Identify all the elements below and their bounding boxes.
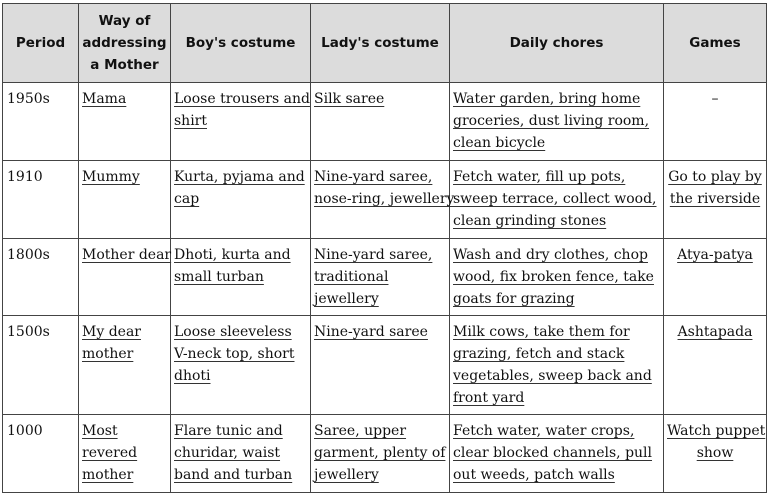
period-text: 1950s bbox=[7, 91, 50, 107]
cell-games-content bbox=[664, 239, 766, 266]
cell-line: groceries, dust living room, bbox=[453, 113, 650, 129]
table-row bbox=[3, 83, 767, 161]
cell-daily-chores bbox=[450, 316, 664, 415]
cell-addressing-content bbox=[79, 161, 170, 188]
period-text: 1500s bbox=[7, 324, 50, 340]
cell-line: Saree, upper bbox=[314, 423, 407, 439]
cell-line: grazing, fetch and stack bbox=[453, 346, 625, 362]
cell-line: Fetch water, fill up pots, bbox=[453, 169, 626, 185]
period-text: 1800s bbox=[7, 247, 50, 263]
cell-boy-costume bbox=[171, 316, 311, 415]
header-games: Games bbox=[664, 4, 767, 83]
cell-line: Most bbox=[82, 423, 118, 439]
cell-lady-costume bbox=[311, 161, 455, 239]
cell-line: Loose trousers and bbox=[174, 91, 310, 107]
cell-lady-costume bbox=[311, 83, 450, 161]
cell-line: Fetch water, water crops, bbox=[453, 423, 635, 439]
cell-addressing bbox=[79, 239, 171, 316]
table-row bbox=[3, 239, 767, 316]
cell-lady-costume-content bbox=[311, 83, 449, 110]
cell-line: My dear bbox=[82, 324, 141, 340]
header-addressing-line: Way of bbox=[98, 13, 151, 29]
cell-games bbox=[664, 83, 767, 161]
cell-addressing-content bbox=[79, 316, 170, 365]
cell-line: Nine-yard saree bbox=[314, 324, 428, 340]
cell-lady-costume-content bbox=[311, 316, 449, 343]
cell-boy-costume-content bbox=[171, 415, 310, 486]
cell-daily-chores-content bbox=[450, 161, 663, 232]
cell-line: shirt bbox=[174, 113, 207, 129]
cell-addressing bbox=[79, 161, 171, 239]
cell-line: clean bicycle bbox=[453, 135, 546, 151]
table-row bbox=[3, 316, 767, 415]
cell-boy-costume-content bbox=[171, 83, 310, 132]
cell-line: front yard bbox=[453, 390, 525, 406]
cell-lady-costume-content bbox=[311, 415, 449, 486]
cell-daily-chores-content bbox=[450, 415, 663, 486]
cell-line: the riverside bbox=[669, 191, 761, 207]
cell-line: Mother dear bbox=[82, 247, 172, 263]
cell-line: Ashtapada bbox=[677, 324, 753, 340]
cell-line: wood, fix broken fence, take bbox=[453, 269, 654, 285]
cell-daily-chores-content bbox=[450, 239, 663, 310]
cell-games-content bbox=[664, 415, 766, 464]
cell-boy-costume-content bbox=[171, 161, 310, 210]
cell-daily-chores bbox=[450, 239, 664, 316]
table-row bbox=[3, 415, 767, 493]
header-addressing-line: addressing bbox=[82, 35, 167, 51]
cell-line: jewellery bbox=[314, 467, 379, 483]
cell-games-content bbox=[664, 161, 766, 210]
cell-daily-chores bbox=[450, 415, 664, 493]
cell-daily-chores bbox=[450, 83, 664, 161]
cell-boy-costume bbox=[171, 415, 311, 493]
header-boy-costume: Boy's costume bbox=[171, 4, 311, 83]
cell-line: Kurta, pyjama and bbox=[174, 169, 305, 185]
cell-boy-costume bbox=[171, 83, 311, 161]
cell-games bbox=[664, 239, 767, 316]
cell-daily-chores-content bbox=[450, 316, 663, 409]
cell-games bbox=[664, 161, 767, 239]
header-period: Period bbox=[3, 4, 79, 83]
cell-line: Water garden, bring home bbox=[453, 91, 641, 107]
header-addressing-line: a Mother bbox=[90, 57, 159, 73]
cell-line: Loose sleeveless bbox=[174, 324, 292, 340]
cell-line: Wash and dry clothes, chop bbox=[453, 247, 648, 263]
cell-period bbox=[3, 415, 79, 493]
cell-addressing-content bbox=[79, 415, 170, 486]
cell-addressing bbox=[79, 415, 171, 493]
cell-addressing-content bbox=[79, 83, 170, 110]
cell-line: clear blocked channels, pull bbox=[453, 445, 653, 461]
chores-table bbox=[2, 3, 767, 493]
cell-line: mother bbox=[82, 467, 134, 483]
header-daily-chores: Daily chores bbox=[450, 4, 664, 83]
cell-line: garment, plenty of bbox=[314, 445, 446, 461]
cell-line: Silk saree bbox=[314, 91, 385, 107]
cell-line: jewellery bbox=[314, 291, 379, 307]
cell-line: band and turban bbox=[174, 467, 293, 483]
period-text: 1000 bbox=[7, 423, 43, 439]
cell-period bbox=[3, 83, 79, 161]
cell-lady-costume-content bbox=[311, 239, 449, 310]
cell-line: Go to play by bbox=[668, 169, 762, 185]
cell-line: revered bbox=[82, 445, 138, 461]
cell-line: nose-ring, jewellery bbox=[314, 191, 455, 207]
cell-games bbox=[664, 415, 767, 493]
cell-addressing bbox=[79, 83, 171, 161]
cell-daily-chores-content bbox=[450, 83, 663, 154]
cell-line: traditional bbox=[314, 269, 389, 285]
cell-line: Milk cows, take them for bbox=[453, 324, 630, 340]
cell-daily-chores bbox=[450, 161, 664, 239]
cell-boy-costume bbox=[171, 239, 311, 316]
cell-line: Mummy bbox=[82, 169, 140, 185]
cell-boy-costume bbox=[171, 161, 311, 239]
cell-line: Mama bbox=[82, 91, 127, 107]
period-text: 1910 bbox=[7, 169, 43, 185]
cell-line: cap bbox=[174, 191, 200, 207]
cell-line: – bbox=[711, 91, 719, 107]
cell-lady-costume bbox=[311, 239, 450, 316]
cell-line: small turban bbox=[174, 269, 264, 285]
cell-addressing-content bbox=[79, 239, 170, 266]
cell-line: dhoti bbox=[174, 368, 211, 384]
cell-games bbox=[664, 316, 767, 415]
cell-line: goats for grazing bbox=[453, 291, 575, 307]
cell-line: V-neck top, short bbox=[174, 346, 295, 362]
cell-lady-costume-content bbox=[311, 161, 455, 210]
cell-line: Watch puppet bbox=[667, 423, 766, 439]
cell-line: Dhoti, kurta and bbox=[174, 247, 291, 263]
cell-line: show bbox=[696, 445, 734, 461]
cell-line: mother bbox=[82, 346, 134, 362]
cell-line: out weeds, patch walls bbox=[453, 467, 615, 483]
cell-games-content bbox=[664, 83, 766, 110]
cell-boy-costume-content bbox=[171, 316, 310, 387]
cell-line: Flare tunic and bbox=[174, 423, 283, 439]
cell-period bbox=[3, 161, 79, 239]
cell-period bbox=[3, 239, 79, 316]
header-addressing bbox=[79, 4, 171, 83]
cell-line: churidar, waist bbox=[174, 445, 281, 461]
cell-line: Nine-yard saree, bbox=[314, 247, 433, 263]
cell-line: Nine-yard saree, bbox=[314, 169, 433, 185]
cell-lady-costume bbox=[311, 316, 450, 415]
table-row bbox=[3, 161, 767, 239]
cell-boy-costume-content bbox=[171, 239, 310, 288]
cell-line: sweep terrace, collect wood, bbox=[453, 191, 657, 207]
cell-line: vegetables, sweep back and bbox=[453, 368, 652, 384]
cell-lady-costume bbox=[311, 415, 450, 493]
cell-addressing bbox=[79, 316, 171, 415]
cell-period bbox=[3, 316, 79, 415]
header-row bbox=[3, 4, 767, 83]
cell-line: clean grinding stones bbox=[453, 213, 607, 229]
cell-games-content bbox=[664, 316, 766, 343]
cell-line: Atya-patya bbox=[677, 247, 753, 263]
header-lady-costume: Lady's costume bbox=[311, 4, 450, 83]
